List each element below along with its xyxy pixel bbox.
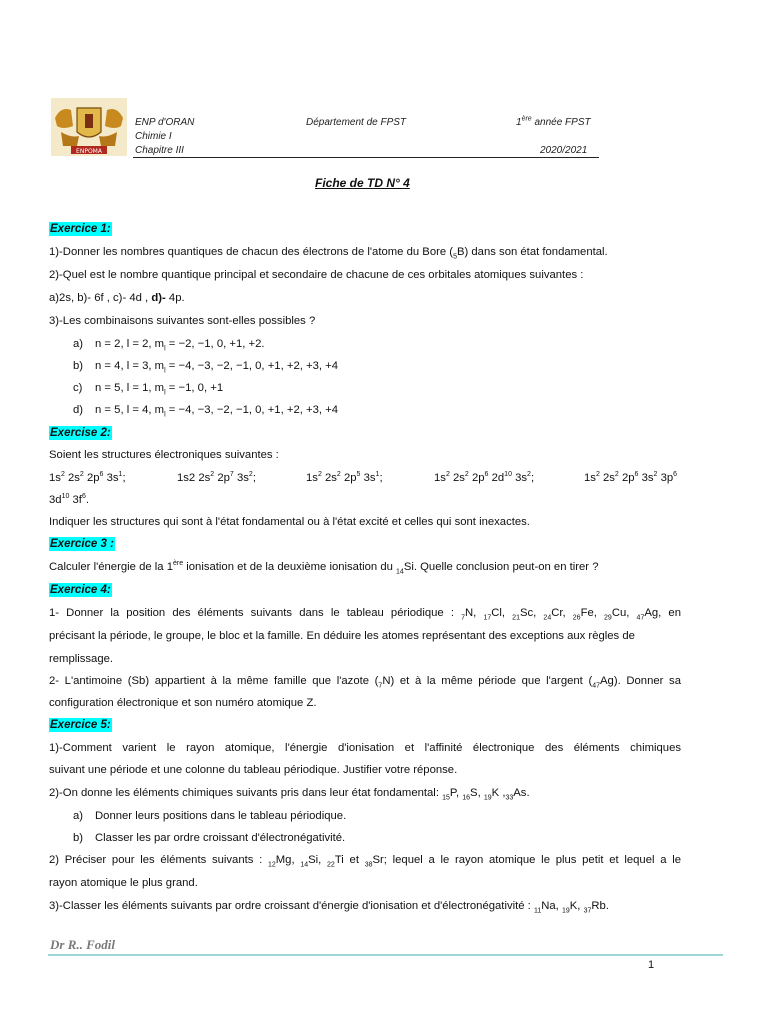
text: 2)-On donne les éléments chimiques suivants pris dans leur état fondamental: <box>49 787 443 799</box>
text: 2s <box>599 472 615 484</box>
logo-text: ENPOMA <box>76 148 102 155</box>
list-label: d) <box>73 404 84 416</box>
ex5-p1-line2: suivant une période et une colonne du tableau périodique. Justifier votre réponse. <box>49 764 458 776</box>
exercise-4-heading: Exercice 4: <box>50 584 111 596</box>
text: = −4, −3, −2, −1, 0, +1, +2, +3, +4 <box>165 360 339 372</box>
page-title: Fiche de TD N° 4 <box>315 176 410 190</box>
sup: 7 <box>229 471 234 479</box>
text: 1s <box>584 472 596 484</box>
exercise-1-heading: Exercice 1: <box>50 223 111 235</box>
subscript: 22 <box>327 861 335 869</box>
list-label: b) <box>73 360 84 372</box>
subscript: l <box>164 411 166 419</box>
exercise-3-heading: Exercice 3 : <box>50 538 114 550</box>
ex5-p3-line2: rayon atomique le plus grand. <box>49 877 198 889</box>
text: 2s <box>321 472 337 484</box>
sup: 1 <box>118 471 123 479</box>
subscript: 47 <box>592 682 601 690</box>
page-number: 1 <box>648 959 655 971</box>
text: a)2s, b)- 6f , c)- 4d , <box>49 292 152 304</box>
ex5-item-b <box>73 831 345 845</box>
subscript: 7 <box>378 682 383 690</box>
sup: 10 <box>61 493 70 501</box>
ex2-config-4 <box>434 471 534 485</box>
sup: 2 <box>527 471 531 479</box>
sup: 6 <box>484 471 489 479</box>
element: As. <box>513 787 530 799</box>
sup: 2 <box>595 471 600 479</box>
text: 3s <box>233 472 249 484</box>
text: 1)-Donner les nombres quantiques de chacun des électrons de l'atome du Bore ( <box>49 246 454 258</box>
sup: 2 <box>60 471 65 479</box>
sup: 2 <box>317 471 322 479</box>
subscript: 47 <box>636 614 645 622</box>
text: d)- <box>151 292 166 304</box>
sup: 10 <box>504 471 512 479</box>
exercise-5-heading: Exercice 5: <box>50 719 111 731</box>
header-chapter: Chapitre III <box>135 145 184 156</box>
year-level-num: 1 <box>516 117 522 128</box>
subscript: 15 <box>442 794 450 802</box>
element: Si, <box>308 854 328 866</box>
sup: 6 <box>634 471 639 479</box>
text: . <box>85 494 89 506</box>
sup: 2 <box>248 471 253 479</box>
text: = −2, −1, 0, +1, +2. <box>165 338 265 350</box>
ex4-p1-line2: précisant la période, le groupe, le bloc et la famille. En déduire les atomes représentant des exceptions aux règles de <box>49 630 635 642</box>
text: 2- L'antimoine (Sb) appartient à la même famille que l'azote ( <box>49 675 379 687</box>
ex2-intro: Soient les structures électroniques suivantes : <box>49 449 279 461</box>
text: 3f <box>69 494 82 506</box>
text: ; <box>122 472 126 484</box>
subscript: 38 <box>364 861 373 869</box>
subscript: 12 <box>267 861 276 869</box>
text: Donner leurs positions dans le tableau périodique. <box>95 810 347 822</box>
text: 2p <box>618 472 635 484</box>
sup: 2 <box>210 471 215 479</box>
logo-emblem-icon <box>49 96 129 158</box>
ex1-question-2: 2)-Quel est le nombre quantique principal et secondaire de chacune de ces orbitales atomiques suivantes : <box>49 269 584 281</box>
subscript: 24 <box>543 614 552 622</box>
text: 1s <box>434 472 446 484</box>
ex4-p2-line2: configuration électronique et son numéro atomique Z. <box>49 697 317 709</box>
element: Cl, <box>491 607 513 619</box>
text: ionisation et de la deuxième ionisation du <box>183 561 397 573</box>
sup: 2 <box>79 471 84 479</box>
ex2-config-1 <box>49 471 126 485</box>
ex2-config-5 <box>584 471 677 485</box>
text: Ag). Donner sa <box>600 675 681 687</box>
text: = −1, 0, +1 <box>165 382 224 394</box>
subscript: l <box>164 389 166 397</box>
text: 1- Donner la position des éléments suivants dans le tableau périodique : <box>49 607 462 619</box>
ex2-config-5-cont <box>49 493 89 507</box>
text: 2s <box>449 472 465 484</box>
subscript: 14 <box>300 861 309 869</box>
subscript: l <box>164 345 166 353</box>
sup: 6 <box>81 493 86 501</box>
subscript: l <box>164 367 166 375</box>
sup: 5 <box>356 471 361 479</box>
sup: ère <box>173 560 184 568</box>
header-department: Département de FPST <box>306 117 407 128</box>
sup: 6 <box>673 471 678 479</box>
subscript: 17 <box>483 614 492 622</box>
subscript: 26 <box>572 614 581 622</box>
exercise-2-heading: Exercise 2: <box>50 427 111 439</box>
list-label: c) <box>73 382 83 394</box>
element: Cu, <box>611 607 637 619</box>
footer-author: Dr R.. Fodil <box>50 937 116 952</box>
text: 3s <box>511 472 528 484</box>
element: N, <box>465 607 484 619</box>
subscript: 37 <box>583 907 592 915</box>
text: 1s2 2s <box>177 472 211 484</box>
ex1-item-b <box>73 359 338 373</box>
text: 3s <box>360 472 376 484</box>
text: 3s <box>638 472 654 484</box>
ex1-question-1 <box>49 245 608 259</box>
text: 3p <box>657 472 674 484</box>
text: n = 4, l = 3, m <box>95 360 165 372</box>
element: Sr; lequel a le rayon atomique le plus petit et lequel a le <box>372 854 681 866</box>
ex4-p1-line1 <box>49 606 681 620</box>
text: ; <box>530 472 535 484</box>
subscript: 7 <box>461 614 465 622</box>
ex2-instruction: Indiquer les structures qui sont à l'état fondamental ou à l'état excité et celles qui sont inexactes. <box>49 516 530 528</box>
list-label: b) <box>73 832 84 844</box>
text: Calculer l'énergie de la 1 <box>49 561 173 573</box>
ex3-text <box>49 560 599 574</box>
subscript: 21 <box>512 614 520 622</box>
ex1-item-c <box>73 381 223 395</box>
subscript: 5 <box>453 253 457 261</box>
sup: 2 <box>614 471 619 479</box>
text: Classer les par ordre croissant d'électronégativité. <box>95 832 346 844</box>
header-course: Chimie I <box>135 131 172 142</box>
ex5-p4 <box>49 899 609 913</box>
text: 3d <box>49 494 62 506</box>
subscript: 16 <box>462 794 471 802</box>
ex1-item-d <box>73 403 338 417</box>
element: Ag, en <box>644 607 681 619</box>
text: B) dans son état fondamental. <box>456 246 608 258</box>
ex2-config-2 <box>177 471 256 485</box>
sup: 2 <box>445 471 450 479</box>
subscript: 19 <box>561 907 570 915</box>
ex1-item-a <box>73 337 265 351</box>
element: Ti et <box>334 854 365 866</box>
footer-rule <box>48 954 723 956</box>
text: N) et à la même période que l'argent ( <box>382 675 593 687</box>
text: Si. Quelle conclusion peut-on en tirer ? <box>403 561 599 573</box>
text: 2d <box>488 472 505 484</box>
header-rule <box>133 157 599 158</box>
text: ; <box>252 472 256 484</box>
text: 2p <box>214 472 230 484</box>
element: S, <box>470 787 484 799</box>
text: n = 5, l = 4, m <box>95 404 165 416</box>
text: ; <box>379 472 383 484</box>
text: 2p <box>340 472 357 484</box>
header-academic-year: 2020/2021 <box>540 145 588 156</box>
list-label: a) <box>73 810 84 822</box>
sup: 6 <box>99 471 104 479</box>
text: 4p. <box>165 292 185 304</box>
ex5-p2 <box>49 786 530 800</box>
element: P, <box>449 787 463 799</box>
element: Mg, <box>275 854 301 866</box>
element: K , <box>491 787 506 799</box>
element: Na, <box>541 900 562 912</box>
text: 1s <box>49 472 61 484</box>
element: Sc, <box>519 607 544 619</box>
subscript: 29 <box>604 614 612 622</box>
ex5-p3-line1 <box>49 853 681 867</box>
text: 3s <box>103 472 119 484</box>
ex4-p2-line1 <box>49 674 681 688</box>
sup: 2 <box>464 471 469 479</box>
text: 2p <box>468 472 485 484</box>
text: 1s <box>306 472 318 484</box>
subscript: 33 <box>505 794 514 802</box>
element: K, <box>569 900 584 912</box>
header-school: ENP d'ORAN <box>135 117 195 128</box>
subscript: 19 <box>483 794 492 802</box>
text: 2p <box>83 472 100 484</box>
element: Rb. <box>591 900 609 912</box>
ex5-item-a <box>73 809 346 823</box>
sup: 2 <box>653 471 658 479</box>
ex1-question-2-options <box>49 291 185 305</box>
sup: 2 <box>336 471 341 479</box>
element: Cr, <box>551 607 573 619</box>
text: n = 5, l = 1, m <box>95 382 165 394</box>
year-level-rest: année FPST <box>531 117 591 128</box>
ex2-config-3 <box>306 471 383 485</box>
list-label: a) <box>73 338 84 350</box>
school-logo <box>49 96 129 158</box>
text: = −4, −3, −2, −1, 0, +1, +2, +3, +4 <box>165 404 339 416</box>
subscript: 14 <box>396 568 404 576</box>
text: n = 2, l = 2, m <box>95 338 165 350</box>
text: 2s <box>64 472 80 484</box>
element: Fe, <box>580 607 605 619</box>
sup: 1 <box>375 471 380 479</box>
year-level-sup: ère <box>521 115 532 123</box>
header-year-level <box>516 117 591 128</box>
text: 2) Préciser pour les éléments suivants : <box>49 854 268 866</box>
text: 3)-Classer les éléments suivants par ordre croissant d'énergie d'ionisation et d'électronégativité : <box>49 900 534 912</box>
ex1-question-3: 3)-Les combinaisons suivantes sont-elles possibles ? <box>49 315 316 327</box>
ex4-p1-line3: remplissage. <box>49 653 114 665</box>
ex5-p1-line1: 1)-Comment varient le rayon atomique, l'énergie d'ionisation et l'affinité électronique des éléments chimiques <box>49 742 681 754</box>
subscript: 11 <box>533 907 542 915</box>
